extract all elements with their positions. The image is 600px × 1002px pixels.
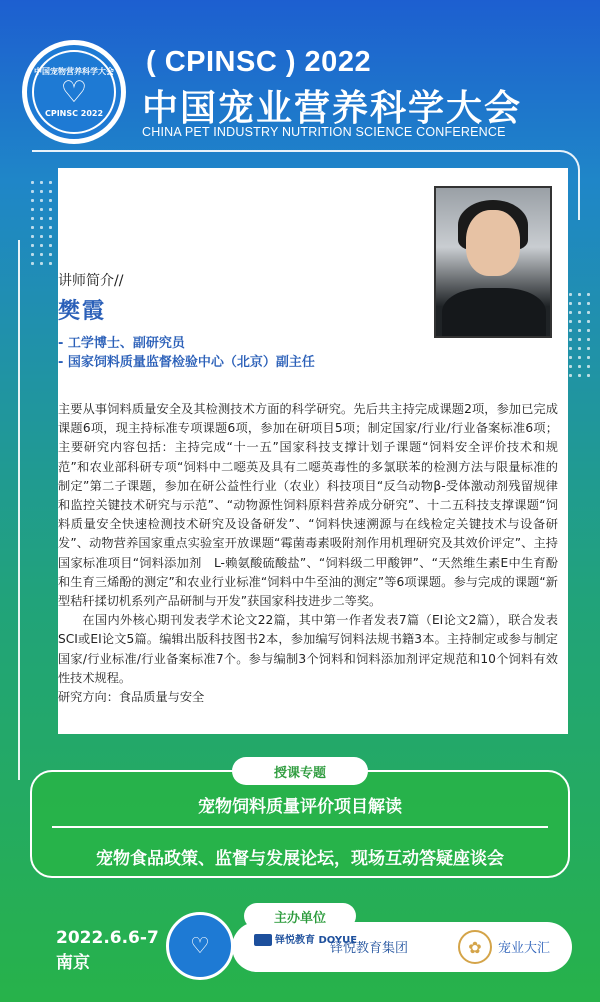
dots-decoration-right bbox=[566, 290, 594, 380]
bio-paragraph-2: 在国内外核心期刊发表学术论文22篇，其中第一作者发表7篇（EI论文2篇），联合发表SCI或EI论文5篇。编辑出版科技图书2本，参加编写饲料法规书籍3本。主持制定或参与制定国家/行业标准/行业备案标准7个。参与编制3个饲料和饲料添加剂评定规范和10个饲料有效性技术规程。 bbox=[58, 613, 558, 685]
topic-line-1: 宠物饲料质量评价项目解读 bbox=[198, 797, 402, 817]
badge-bottom-text: CPINSC 2022 bbox=[44, 109, 104, 118]
badge-top-text: 中国宠物营养科学大会 bbox=[34, 67, 114, 76]
conference-badge bbox=[22, 40, 126, 144]
speaker-photo bbox=[434, 186, 552, 338]
speaker-bio bbox=[58, 400, 558, 707]
photo-face bbox=[466, 210, 520, 276]
speaker-title-2: - 国家饲料质量监督检验中心（北京）副主任 bbox=[58, 355, 315, 370]
bio-paragraph-1: 主要从事饲料质量安全及其检测技术方面的科学研究。先后共主持完成课题2项，参加已完成课题6项，现主持标准专项课题6项，参加在研项目5项；制定国家/行业/行业备案标准6项；主要研究内容包括：主持完成“十一五”国家科技支撑计划子课题“饲料安全评价技术和规范”和农业部科研专项“饲料中二噁英及具有二噁英毒性的多氯联苯的检测方法与限量标准的制定”第二子课题，参加在研公益性行业（农业）科技项目“反刍动物β-受体激动剂残留规律和监控关键技术研究与示范”、“动物源性饲料原料营养成分研究”、十二五科技支撑课题“饲料质量安全快速检测技术研究及设备研发”、“饲料快速溯源与在线检定关键技术与设备研发”、动物营养国家重点实验室开放课题“霉菌毒素吸附剂作用机理研究及其效价评定”、主持国家标准项目“饲料添加剂 L-赖氨酸硫酸盐”、“饲料级二甲酸钾”、“天然维生素E中生育酚和生育三烯酚的测定”和农业行业标准“饲料中牛至油的测定”等6项课题。参与完成的课题“新型秸秆揉切机系列产品研制与开发”获国家科技进步二等奖。 bbox=[58, 402, 558, 609]
event-city: 南京 bbox=[56, 953, 90, 973]
org1-name: 铎悦教育集团 bbox=[330, 941, 409, 956]
intro-label: 讲师简介// bbox=[58, 273, 124, 289]
heart-icon: ♡ bbox=[60, 75, 88, 110]
sponsor-bar bbox=[232, 922, 572, 972]
frame-line-left bbox=[18, 240, 58, 780]
research-direction: 研究方向：食品质量与安全 bbox=[58, 690, 205, 705]
topic-divider bbox=[52, 826, 548, 828]
topic-box bbox=[30, 770, 570, 878]
doyue-mark-icon bbox=[254, 934, 272, 946]
event-date: 2022.6.6-7 bbox=[56, 928, 159, 948]
topic-line-2: 宠物食品政策、监督与发展论坛，现场互动答疑座谈会 bbox=[96, 849, 504, 869]
speaker-name: 樊霞 bbox=[58, 299, 107, 324]
speaker-card bbox=[58, 168, 568, 734]
footer-heart-icon: ♡ bbox=[166, 912, 234, 980]
pet-industry-logo-icon: ✿ bbox=[458, 930, 492, 964]
doyue-logo: 铎悦教育 DOYUE bbox=[254, 934, 357, 947]
org2-name: 宠业大汇 bbox=[498, 941, 551, 956]
photo-suit bbox=[442, 288, 546, 338]
title-en: ( CPINSC ) 2022 bbox=[146, 46, 372, 78]
speaker-title-1: - 工学博士、副研究员 bbox=[58, 336, 185, 351]
topic-label: 授课专题 bbox=[232, 757, 368, 785]
dots-decoration bbox=[28, 178, 56, 268]
subtitle: CHINA PET INDUSTRY NUTRITION SCIENCE CONFERENCE bbox=[142, 125, 506, 139]
organizer-label: 主办单位 bbox=[244, 903, 356, 929]
title-cn: 中国宠业营养科学大会 bbox=[142, 88, 523, 129]
speaker-titles bbox=[58, 334, 315, 372]
